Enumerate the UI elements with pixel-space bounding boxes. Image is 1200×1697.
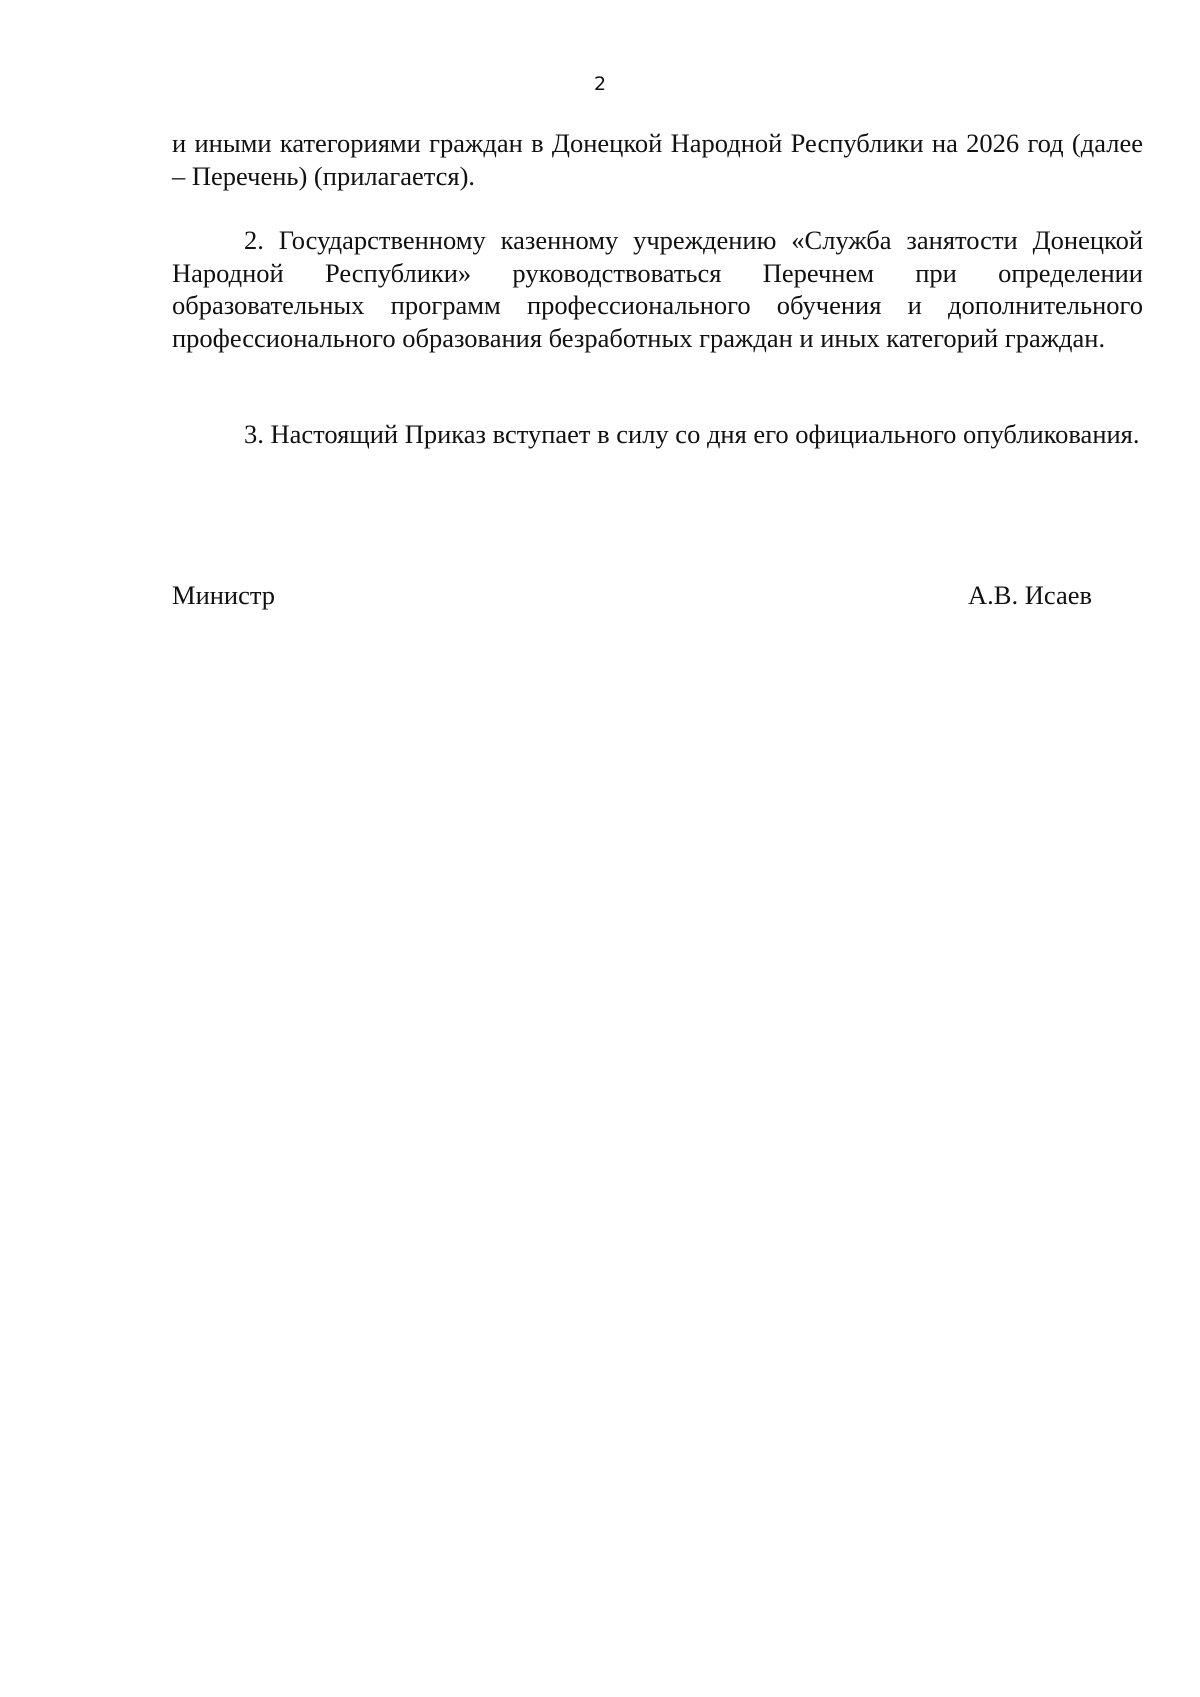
paragraph-item-2 xyxy=(172,224,1143,354)
paragraph-text: и иными категориями граждан в Донецкой Народной Республики на 2026 год (далее – Перечень) (прилагается). xyxy=(172,128,1143,191)
signature-block xyxy=(172,579,1092,612)
paragraph-item-3 xyxy=(172,418,1143,451)
paragraph-text: 2. Государственному казенному учреждению «Служба занятости Донецкой Народной Республики» руководствоваться Перечнем при определении образовательных программ профессионального обучения и дополнительного профессионального образования безработных граждан и иных категорий граждан. xyxy=(172,225,1143,353)
signatory-name: А.В. Исаев xyxy=(968,580,1092,610)
paragraph-text: 3. Настоящий Приказ вступает в силу со дня его официального опубликования. xyxy=(244,419,1140,449)
paragraph-continuation xyxy=(172,127,1143,192)
page-number: 2 xyxy=(593,73,607,95)
signatory-position: Министр xyxy=(172,580,276,610)
